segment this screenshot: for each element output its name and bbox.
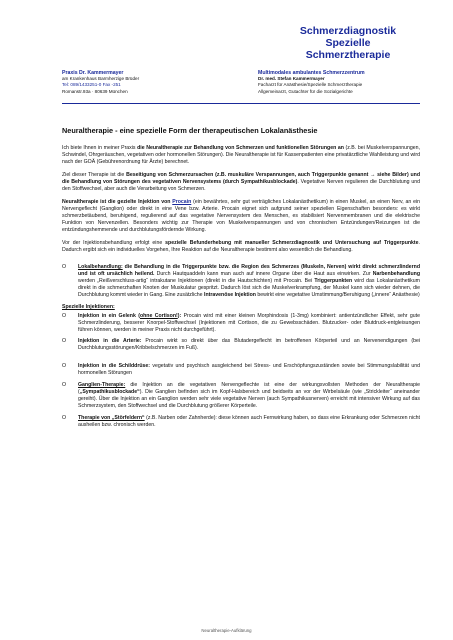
list-item-arterie: O Injektion in die Arterie: Procain wirkt so direkt über das Blutadergeflecht im betroffenen Körperteil und an Nervenendigungen (bei Durchblutungsstörungen/Kribbelschmerzen im Fuß). (62, 338, 420, 352)
hospital-line: am Krankenhaus Barmherzige Brüder (62, 76, 140, 82)
practice-name: Praxis Dr. Kammermayer (62, 70, 124, 76)
paragraph-diagnostics: Vor der Injektionsbehandlung erfolgt eine spezielle Befunderhebung mit manueller Schmerzdiagnostik und Untersuchung auf Triggerpunkte. Dadurch ergibt sich ein individuelles Vorgehen, Ihre Reaktion auf die Neuraltherapie bestimmt also wesentlich die Behandlung. (62, 240, 420, 254)
document-body (62, 145, 420, 434)
document-title (273, 25, 423, 61)
letterhead-right (258, 70, 418, 95)
title-line-3: Schmerztherapie (305, 49, 391, 61)
procain-link[interactable]: Procain (172, 199, 192, 206)
doctor-name: Dr. med. Stefan Kammermayer (258, 76, 325, 82)
specialty-line: Facharzt für Anästhesie/Spezielle Schmerztherapie (258, 82, 363, 88)
gutachter-line: Allgemeinarzt, Gutachter für die Sozialgerichte (258, 88, 353, 94)
page-footer: Neuraltherapie-Aufklärung (201, 628, 252, 633)
list-item-ganglien: O Ganglien-Therapie: die Injektion an die vegetativen Nervengeflechte ist eine der wirkungsvollsten Methoden der Neuraltherapie („Sympathikusblockade“). Die Ganglien befinden sich im Kopf-Halsbereich und beidseits an vor der Wirbelsäule (wie „Strickleiter“ aneinander gereiht). Über die Injektion an ein Ganglion werden sehr viele vegetative Nerven (auch Sympathikusnerven) erreicht mit intensiver Wirkung auf das Schmerzsystem, den Stoffwechsel und die Durchblutung größerer Körperteile. (62, 382, 420, 409)
phone-line: Tel: 089/1433251-0 Fax -251 (62, 82, 121, 88)
document-heading: Neuraltherapie - eine spezielle Form der therapeutischen Lokalanästhesie (62, 126, 318, 135)
bullet-marker: O (62, 264, 67, 271)
bullet-marker: O (62, 363, 67, 370)
address-line: Romanstr.93a · 80639 München (62, 88, 128, 94)
bullet-marker: O (62, 414, 67, 421)
sub-heading: Spezielle Injektionen: (62, 303, 115, 310)
bullet-marker: O (62, 312, 67, 319)
paragraph-intro: Ich biete Ihnen in meiner Praxis die Neuraltherapie zur Behandlung von Schmerzen und funktionellen Störungen an (z.B. bei Muskelverspannungen, Schwindel, Ohrgeräuschen, vegetativen oder hormonellen Störungen). Die Neuraltherapie ist für Kassenpatienten eine privatärztliche Wahlleistung und wird nach der GOÄ (Gebührenordnung für Ärzte) berechnet. (62, 145, 420, 165)
center-name: Multimodales ambulantes Schmerzzentrum (258, 70, 365, 76)
list-item-gelenk: O Injektion in ein Gelenk (ohne Cortison!): Procain wird mit einer kleinen Morphindosis (1-3mg) kombiniert: antientzündlicher Effekt, sehr gute Schmerzlinderung, besserer Knorpel-Stoffwechsel (Injektionen mit Cortison, die zu Gewebsschäden. Blutzucker- oder Blutdruck-entgleisungen führen können, werden in meiner Praxis nicht durchgeführt). (62, 312, 420, 333)
letterhead-left (62, 70, 212, 95)
bullet-marker: O (62, 338, 67, 345)
list-item-schilddruese: O Injektion in die Schilddrüse: vegetativ und psychisch ausgleichend bei Stress- und Erschöpfungszuständen sowie bei Stimmungslabilität und hormonellen Störungen (62, 363, 420, 377)
bullet-marker: O (62, 382, 67, 389)
header-divider (62, 103, 420, 104)
list-item-lokalbehandlung: O Lokalbehandlung: die Behandlung in die Triggerpunkte bzw. die Region des Schmerzes (Muskeln, Nerven) wirkt direkt schmerzlindernd und ist oft ursächlich heilend. Durch Hautquaddeln kann man auch auf innere Organe über die Haut aus einwirken. Zur Narbenbehandlung werden „Reißverschluss-artig“ intrakutane Injektionen (direkt in die Hautschichten) mit Procain. Bei Triggerpunkten wird das Lokalanästhetikum direkt in die schmerzhaften Knoten der Muskulatur gespritzt. Dadurch löst sich die Muskelverkrampfung, der Muskel kann sich wieder dehnen, die Durchblutung kommt wieder in Gang. Eine zusätzliche Intravenöse Injektion bewirkt eine vegetative Umstimmung/Beruhigung („innere“ Anästhesie) (62, 264, 420, 298)
title-line-1: Schmerzdiagnostik (299, 25, 397, 37)
paragraph-procain: Neuraltherapie ist die gezielte Injektion von Procain (ein bewährtes, sehr gut verträgliches Lokalanästhetikum) in einen Muskel, an einen Nerv, an ein Nervengeflecht (Ganglion) oder direkt in eine Vene bzw. Arterie. Procain eignet sich aufgrund seiner speziellen Eigenschaften besonders: es wirkt schmerzbetäubend, beruhigend, regulierend auf das vegetative Nervensystem des Menschen, es stabilisiert Nervenmembranen und die elektrische Funktion von Nervenzellen. Besonders wichtig zur Therapie von Muskelverspannungen und von chronischen Entzündungen/Reizungen ist die entzündungshemmende und durchblutungsfördernde Wirkung. (62, 199, 420, 234)
list-item-stoerfelder: O Therapie von „Störfeldern“ (z.B. Narben oder Zahnherde): diese können auch Fernwirkung haben, so dass eine Erkrankung oder Schmerzen nicht ausheilen bzw. chronisch werden. (62, 414, 420, 428)
paragraph-goal: Ziel dieser Therapie ist die Beseitigung von Schmerzursachen (z.B. muskuläre Verspannungen, auch Triggerpunkte genannt → siehe Bilder) und die Behandlung von Störungen des vegetativen Nervensystems (durch Sympathikusblockade). Vegetative Nerven regulieren die Durchblutung und den Stoffwechsel, aber auch die Verarbeitung von Schmerzen. (62, 172, 421, 193)
title-line-2: Spezielle (325, 37, 371, 49)
